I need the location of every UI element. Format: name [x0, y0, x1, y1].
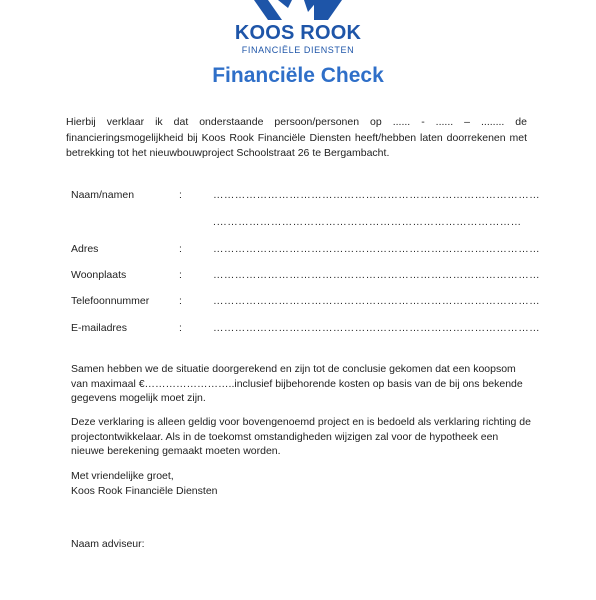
- validity-paragraph: Deze verklaring is alleen geldig voor bovengenoemd project en is bedoeld als verklaring richting de projectontwikkelaar. Als in de toekomst omstandigheden wijzigen zal voor de hypotheek een nieuwe berekening gemaakt moeten worden.: [71, 416, 531, 457]
- conclusion-paragraph: Samen hebben we de situatie doorgerekend en zijn tot de conclusie gekomen dat een koopsom van maximaal €……………………..inclusief bijbehorende kosten op basis van de bij ons bekende gegevens mogelijk moet zijn.: [71, 363, 523, 404]
- field-dots: .…………………………………………………………………………: [213, 216, 522, 228]
- field-label: Telefoonnummer: [71, 295, 150, 307]
- signature: Koos Rook Financiële Diensten: [71, 485, 218, 497]
- field-label: Naam/namen: [71, 189, 135, 201]
- intro-paragraph: Hierbij verklaar ik dat onderstaande persoon/personen op ...... - ...... – ........ de financieringsmogelijkheid bij Koos Rook Financiële Diensten heeft/hebben laten doorrekenen met betrekking tot het nieuwbouwproject Schoolstraat 26 te Bergambacht.: [66, 116, 527, 159]
- advisor-label: Naam adviseur:: [71, 538, 145, 550]
- field-colon: :: [179, 322, 182, 334]
- logo-subtitle: FINANCIËLE DIENSTEN: [241, 45, 355, 55]
- logo-mark-icon: [248, 0, 348, 20]
- field-label: Adres: [71, 243, 99, 255]
- company-logo: [0, 0, 596, 60]
- field-colon: :: [179, 189, 182, 201]
- field-label: Woonplaats: [71, 269, 127, 281]
- field-dots: ………………………………………………………………………………: [213, 322, 540, 334]
- closing-greeting: Met vriendelijke groet,: [71, 470, 174, 482]
- field-colon: :: [179, 269, 182, 281]
- field-dots: ………………………………………………………………………………: [213, 243, 540, 255]
- logo-name: KOOS ROOK: [234, 22, 362, 44]
- field-label: E-mailadres: [71, 322, 128, 334]
- page-title: Financiële Check: [212, 64, 384, 87]
- field-dots: ………………………………………………………………………………: [213, 295, 540, 307]
- field-dots: ………………………………………………………………………………: [213, 189, 540, 201]
- field-dots: ………………………………………………………………………………: [213, 269, 540, 281]
- field-colon: :: [179, 295, 182, 307]
- field-colon: :: [179, 243, 182, 255]
